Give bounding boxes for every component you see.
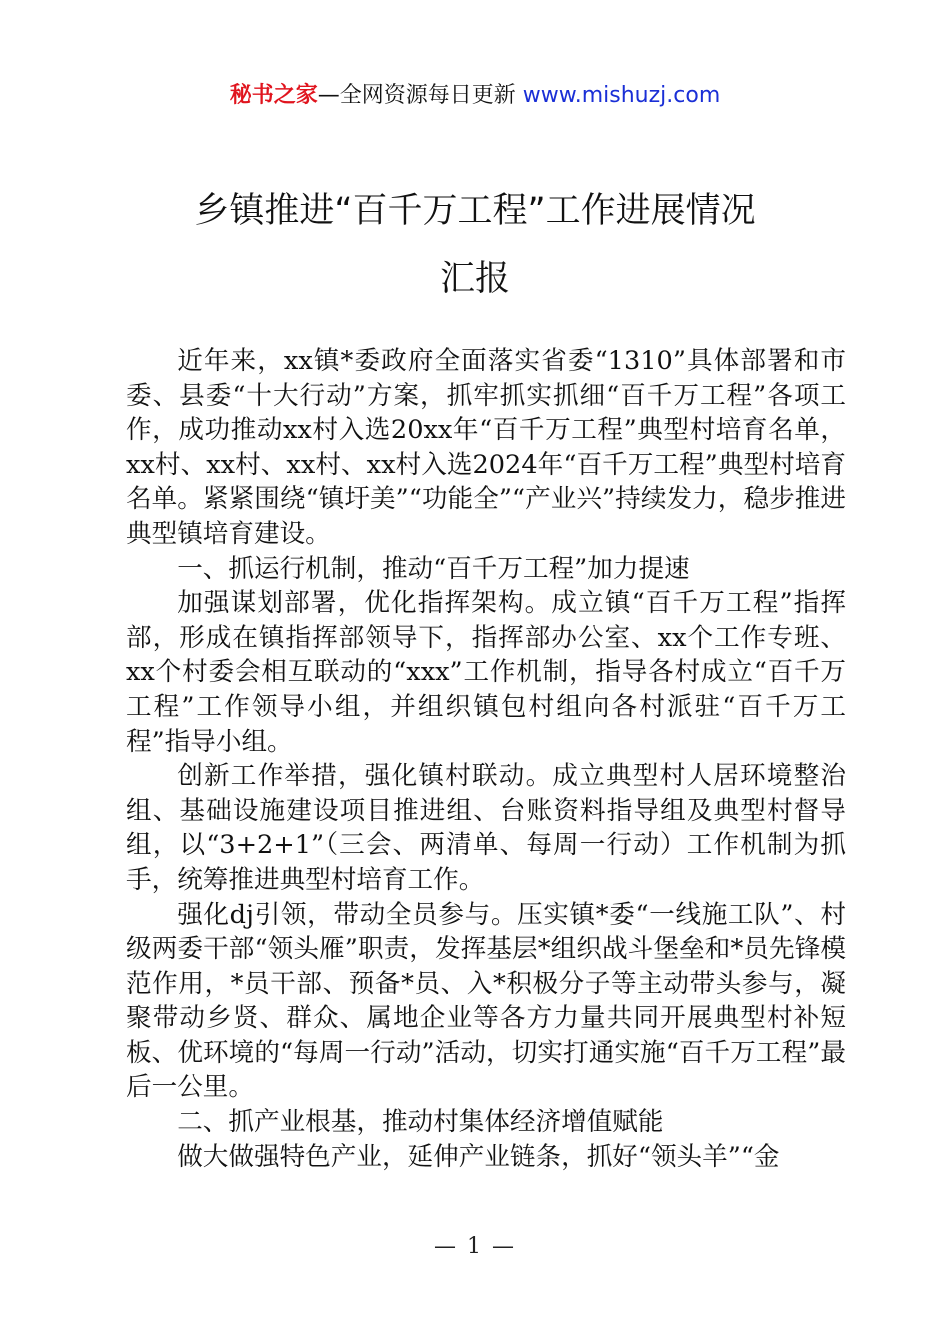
body-paragraph: 强化dj引领，带动全员参与。压实镇*委“一线施工队”、村级两委干部“领头雁”职责，发挥基层*组织战斗堡垒和*员先锋模范作用，*员干部、预备*员、入*积极分子等主动带头参与，凝聚带动乡贤、群众、属地企业等各方力量共同开展典型村补短板、优环境的“每周一行动”活动，切实打通实施“百千万工程”最后一公里。 bbox=[126, 899, 846, 1103]
site-banner bbox=[0, 80, 950, 112]
section-heading-2: 二、抓产业根基，推动村集体经济增值赋能 bbox=[177, 1107, 664, 1138]
document-title-line-2: 汇报 bbox=[439, 259, 510, 299]
document-body bbox=[126, 344, 846, 1174]
body-paragraph: 创新工作举措，强化镇村联动。成立典型村人居环境整治组、基础设施建设项目推进组、台账资料指导组及典型村督导组，以“3+2+1”（三会、两清单、每周一行动）工作机制为抓手，统筹推进典型村培育工作。 bbox=[126, 761, 846, 895]
document-title-line-1: 乡镇推进“百千万工程”工作进展情况 bbox=[194, 191, 756, 231]
section-heading-1: 一、抓运行机制，推动“百千万工程”加力提速 bbox=[177, 553, 690, 584]
page-number: — 1 — bbox=[434, 1234, 516, 1259]
site-brand: 秘书之家 bbox=[229, 83, 318, 108]
site-url-link[interactable]: www.mishuzj.com bbox=[522, 83, 721, 108]
body-paragraph: 加强谋划部署，优化指挥架构。成立镇“百千万工程”指挥部，形成在镇指挥部领导下，指挥部办公室、xx个工作专班、xx个村委会相互联动的“xxx”工作机制，指导各村成立“百千万工程”工作领导小组，并组织镇包村组向各村派驻“百千万工程”指导小组。 bbox=[126, 588, 846, 757]
intro-paragraph: 近年来，xx镇*委政府全面落实省委“1310”具体部署和市委、县委“十大行动”方案，抓牢抓实抓细“百千万工程”各项工作，成功推动xx村入选20xx年“百千万工程”典型村培育名单，xx村、xx村、xx村、xx村入选2024年“百千万工程”典型村培育名单。紧紧围绕“镇圩美”“功能全”“产业兴”持续发力，稳步推进典型镇培育建设。 bbox=[126, 346, 846, 549]
site-slogan: —全网资源每日更新 bbox=[317, 83, 523, 108]
body-paragraph: 做大做强特色产业，延伸产业链条，抓好“领头羊”“金 bbox=[177, 1141, 780, 1172]
